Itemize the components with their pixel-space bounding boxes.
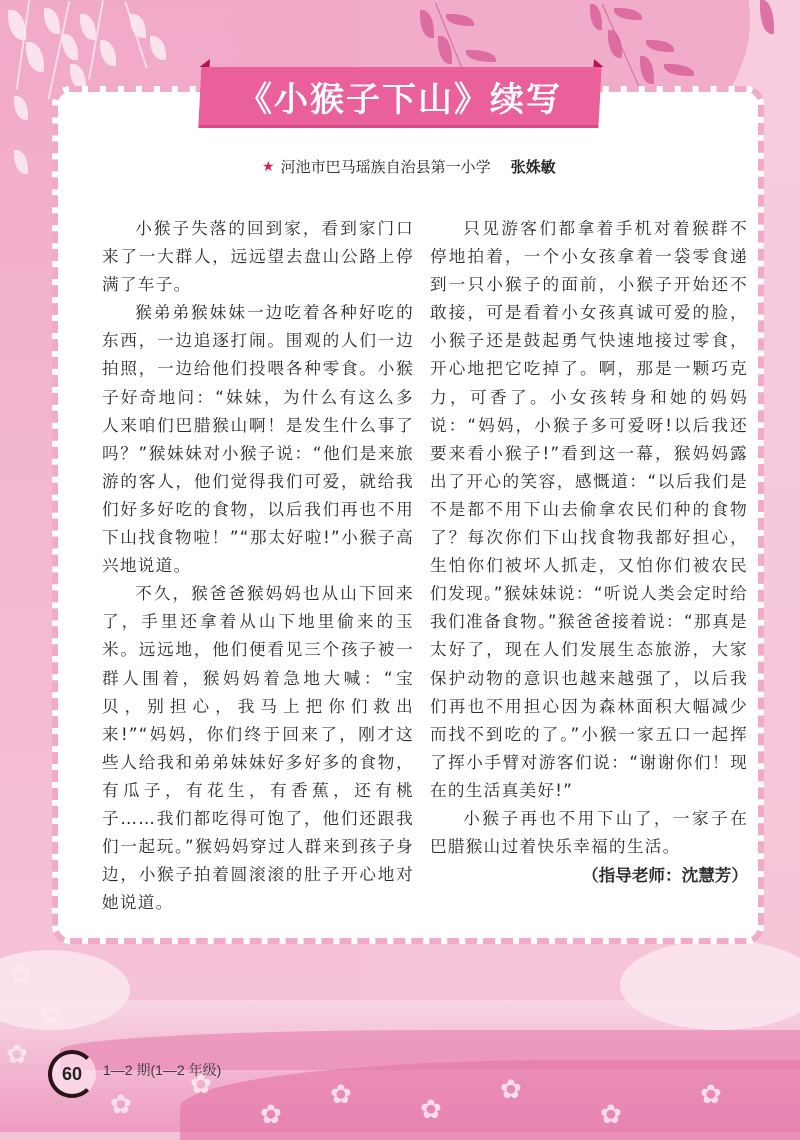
paragraph: 猴弟弟猴妹妹一边吃着各种好吃的东西，一边追逐打闹。围观的人们一边拍照，一边给他们投喂各种零食。小猴子好奇地问：“妹妹，为什么有这么多人来咱们巴腊猴山啊！是发生什么事了吗？”猴妹妹对小猴子说：“他们是来旅游的客人，他们觉得我们可爱，就给我们好多好吃的食物，以后我们再也不用下山找食物啦！”“那太好啦!”小猴子高兴地说道。 bbox=[102, 303, 414, 576]
school-name: 河池市巴马瑶族自治县第一小学 bbox=[280, 158, 491, 176]
article-title: 《小猴子下山》续写 bbox=[238, 79, 562, 120]
article-column-right bbox=[430, 215, 748, 889]
paragraph: 只见游客们都拿着手机对着猴群不停地拍着，一个小女孩拿着一袋零食递到一只小猴子的面前，小猴子开始还不敢接，可是看着小女孩真诚可爱的脸，小猴子还是鼓起勇气快速地接过零食，开心地把它吃掉了。啊，那是一颗巧克力，可香了。小女孩转身和她的妈妈说：“妈妈，小猴子多可爱呀!以后我还要来看小猴子!”看到这一幕，猴妈妈露出了开心的笑容，感慨道：“以后我们是不是都不用下山去偷拿农民们种的食物了？每次你们下山找食物我都好担心，生怕你们被坏人抓走，又怕你们被农民们发现。”猴妹妹说：“听说人类会定时给我们准备食物。”猴爸爸接着说：“那真是太好了，现在人们发展生态旅游，大家保护动物的意识也越来越强了，以后我们再也不用担心因为森林面积大幅减少而找不到吃的了。”小猴一家五口一起挥了挥小手臂对游客们说：“谢谢你们！现在的生活真美好!” bbox=[430, 219, 748, 800]
byline bbox=[262, 156, 556, 177]
author-name: 张姝敏 bbox=[510, 158, 556, 176]
teacher-credit: （指导老师：沈慧芳） bbox=[582, 865, 748, 886]
article-column-left bbox=[102, 215, 414, 917]
paragraph: 小猴子失落的回到家，看到家门口来了一大群人，远远望去盘山公路上停满了车子。 bbox=[102, 219, 414, 295]
issue-label: 1—2 期(1—2 年级) bbox=[103, 1062, 222, 1078]
star-icon: ★ bbox=[262, 158, 275, 175]
paragraph: 不久，猴爸爸猴妈妈也从山下回来了，手里还拿着从山下地里偷来的玉米。远远地，他们便看见三个孩子被一群人围着，猴妈妈着急地大喊：“宝贝，别担心，我马上把你们救出来!”“妈妈，你们终于回来了，刚才这些人给我和弟弟妹妹好多好多的食物，有瓜子，有花生，有香蕉，还有桃子……我们都吃得可饱了，他们还跟我们一起玩。”猴妈妈穿过人群来到孩子身边，小猴子拍着圆滚滚的肚子开心地对她说道。 bbox=[102, 584, 414, 913]
dragon-page-badge-icon bbox=[48, 1050, 96, 1098]
paragraph: 小猴子再也不用下山了，一家子在巴腊猴山过着快乐幸福的生活。 bbox=[430, 808, 748, 857]
page-number: 60 bbox=[61, 1063, 83, 1084]
